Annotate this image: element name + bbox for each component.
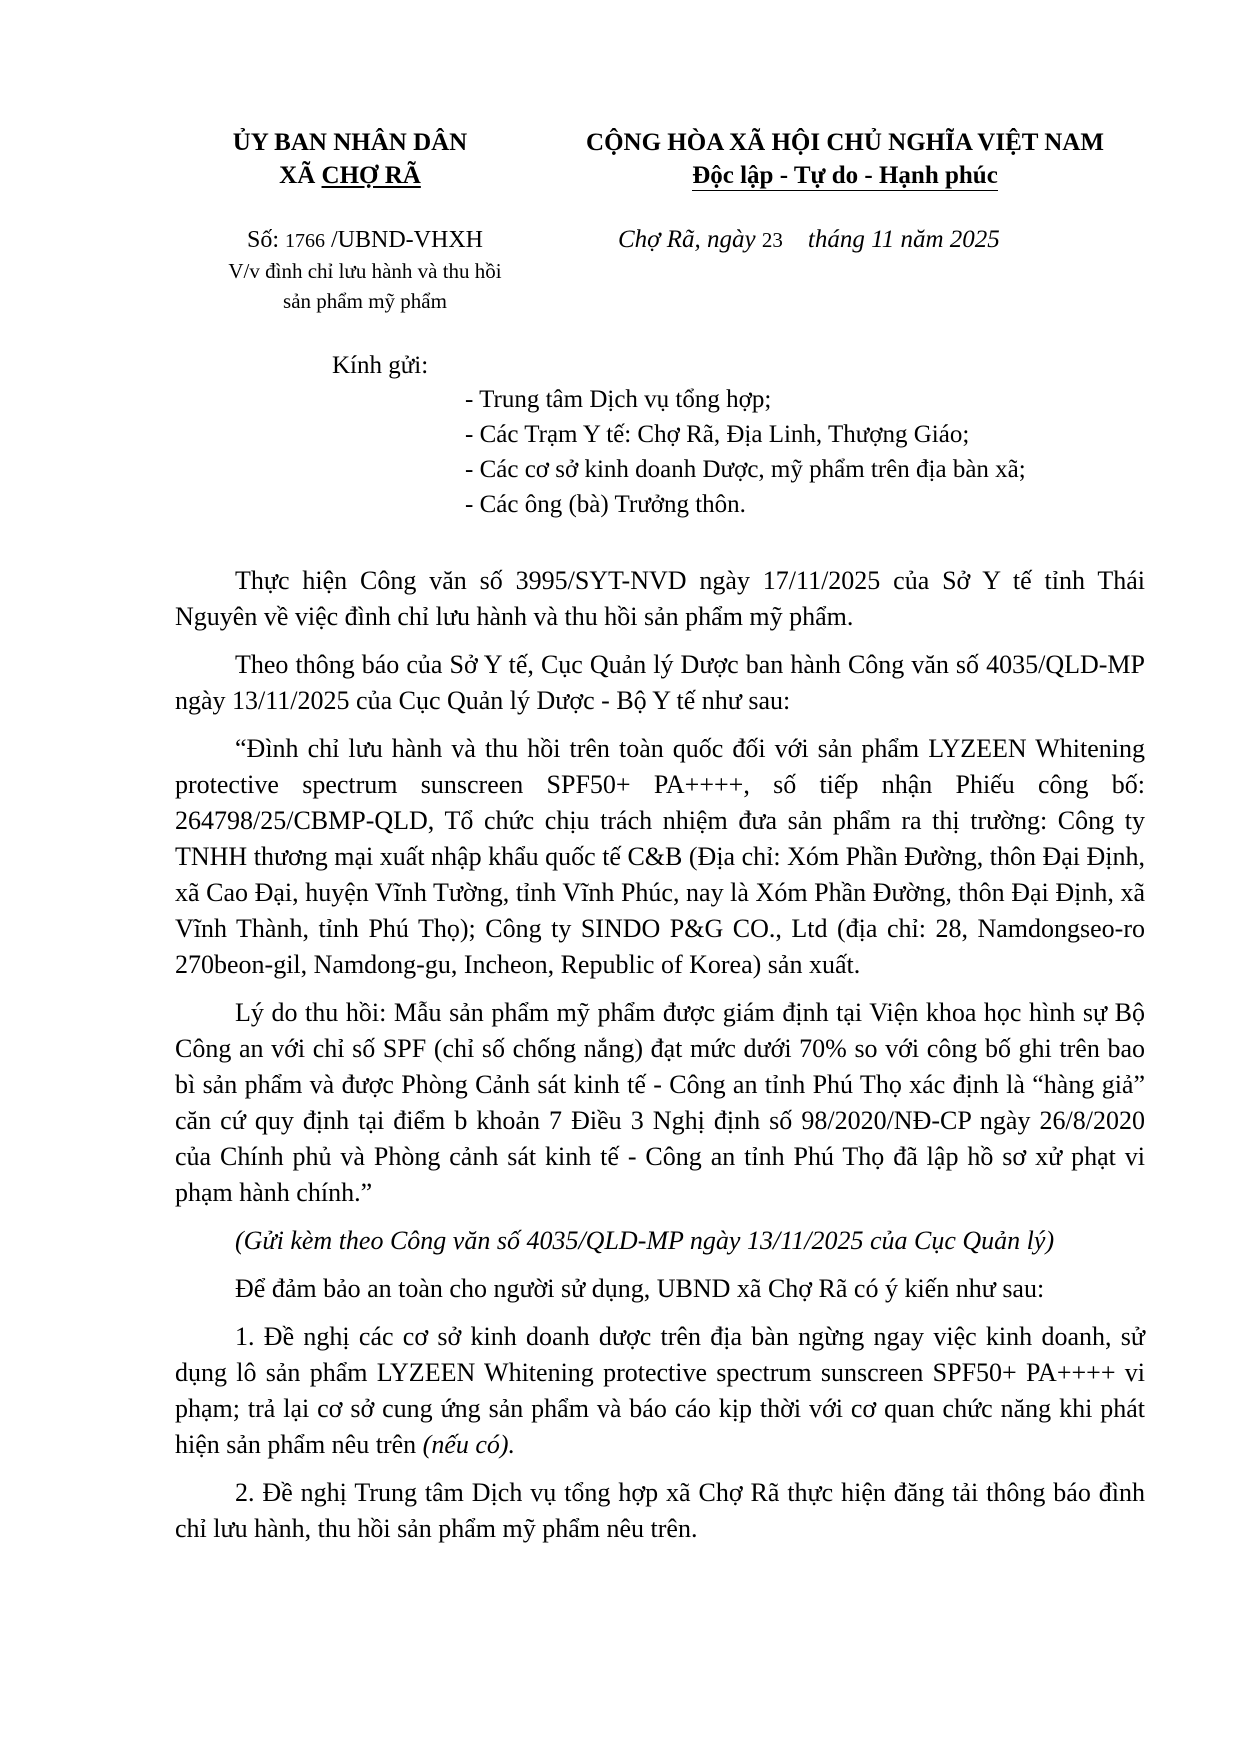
- request-1-text: 1. Đề nghị các cơ sở kinh doanh dược trên địa bàn ngừng ngay việc kinh doanh, sử dụng lô sản phẩm LYZEEN Whitening protective spectrum sunscreen SPF50+ PA++++ vi phạm; trả lại cơ sở cung ứng sản phẩm và báo cáo kịp thời với cơ quan chức năng khi phát hiện sản phẩm nêu trên: [175, 1322, 1145, 1459]
- date-prefix: Chợ Rã, ngày: [618, 226, 756, 253]
- request-1-note: (nếu có).: [422, 1430, 516, 1459]
- doc-no-suffix: /UBND-VHXH: [331, 227, 483, 253]
- recipient-item: - Các Trạm Y tế: Chợ Rã, Địa Linh, Thượng Giáo;: [465, 421, 970, 448]
- recipients-label: Kính gửi:: [332, 352, 429, 379]
- paragraph-quote-suspension: “Đình chỉ lưu hành và thu hồi trên toàn quốc đối với sản phẩm LYZEEN Whitening protective spectrum sunscreen SPF50+ PA++++, số tiếp nhận Phiếu công bố: 264798/25/CBMP-QLD, Tổ chức chịu trách nhiệm đưa sản phẩm ra thị trường: Công ty TNHH thương mại xuất nhập khẩu quốc tế C&B (Địa chỉ: Xóm Phần Đường, thôn Đại Định, xã Cao Đại, huyện Vĩnh Tường, tỉnh Vĩnh Phúc, nay là Xóm Phần Đường, thôn Đại Định, xã Vĩnh Thành, tỉnh Phú Thọ); Công ty SINDO P&G CO., Ltd (địa chỉ: 28, Namdongseo-ro 270beon-gil, Namdong-gu, Incheon, Republic of Korea) sản xuất.: [175, 734, 1145, 979]
- paragraph-request-2: 2. Đề nghị Trung tâm Dịch vụ tổng hợp xã Chợ Rã thực hiện đăng tải thông báo đình chỉ lưu hành, thu hồi sản phẩm mỹ phẩm nêu trên.: [175, 1478, 1145, 1543]
- national-motto: Độc lập - Tự do - Hạnh phúc: [692, 162, 998, 189]
- paragraph-recall-reason: Lý do thu hồi: Mẫu sản phẩm mỹ phẩm được giám định tại Viện khoa học hình sự Bộ Công an với chỉ số SPF (chỉ số chống nắng) đạt mức dưới 70% so với công bố ghi trên bao bì sản phẩm và được Phòng Cảnh sát kinh tế - Công an tỉnh Phú Thọ xác định là “hàng giả” căn cứ quy định tại điểm b khoản 7 Điều 3 Nghị định số 98/2020/NĐ-CP ngày 26/8/2020 của Chính phủ và Phòng cảnh sát kinh tế - Công an tỉnh Phú Thọ đã lập hồ sơ xử phạt vi phạm hành chính.”: [175, 998, 1145, 1207]
- subject-line-1: V/v đình chỉ lưu hành và thu hồi: [228, 259, 502, 283]
- org-line-2-prefix: XÃ: [279, 162, 322, 189]
- issuing-authority: [190, 126, 510, 192]
- issue-date: [618, 225, 1000, 255]
- paragraph-implementation: Thực hiện Công văn số 3995/SYT-NVD ngày 17/11/2025 của Sở Y tế tỉnh Thái Nguyên về việc đình chỉ lưu hành và thu hồi sản phẩm mỹ phẩm.: [175, 566, 1145, 631]
- subject-line-2: sản phẩm mỹ phẩm: [283, 289, 447, 313]
- document-body: [175, 563, 1145, 1559]
- recipients-list: [465, 382, 1026, 522]
- recipient-item: - Các ông (bà) Trưởng thôn.: [465, 491, 746, 518]
- org-line-2-name: CHỢ RÃ: [321, 162, 421, 189]
- paragraph-request-1: [175, 1319, 1145, 1463]
- recipient-item: - Các cơ sở kinh doanh Dược, mỹ phẩm trên địa bàn xã;: [465, 456, 1026, 483]
- recipient-item: - Trung tâm Dịch vụ tổng hợp;: [465, 386, 772, 413]
- document-number: [195, 225, 535, 256]
- document-number-block: [195, 225, 535, 316]
- paragraph-notice: Theo thông báo của Sở Y tế, Cục Quản lý Dược ban hành Công văn số 4035/QLD-MP ngày 13/11/2025 của Cục Quản lý Dược - Bộ Y tế như sau:: [175, 650, 1145, 715]
- date-suffix: tháng 11 năm 2025: [807, 226, 1000, 253]
- paragraph-attachment-note: (Gửi kèm theo Công văn số 4035/QLD-MP ngày 13/11/2025 của Cục Quản lý): [235, 1226, 1055, 1255]
- paragraph-opinion: Để đảm bảo an toàn cho người sử dụng, UBND xã Chợ Rã có ý kiến như sau:: [235, 1274, 1045, 1303]
- doc-no-value: 1766: [285, 230, 325, 252]
- org-line-2: [190, 159, 510, 192]
- date-day: 23: [761, 228, 783, 252]
- national-title: [545, 126, 1145, 192]
- org-line-1: ỦY BAN NHÂN DÂN: [232, 129, 468, 156]
- country-name: CỘNG HÒA XÃ HỘI CHỦ NGHĨA VIỆT NAM: [586, 129, 1104, 156]
- doc-no-label: Số:: [246, 227, 279, 253]
